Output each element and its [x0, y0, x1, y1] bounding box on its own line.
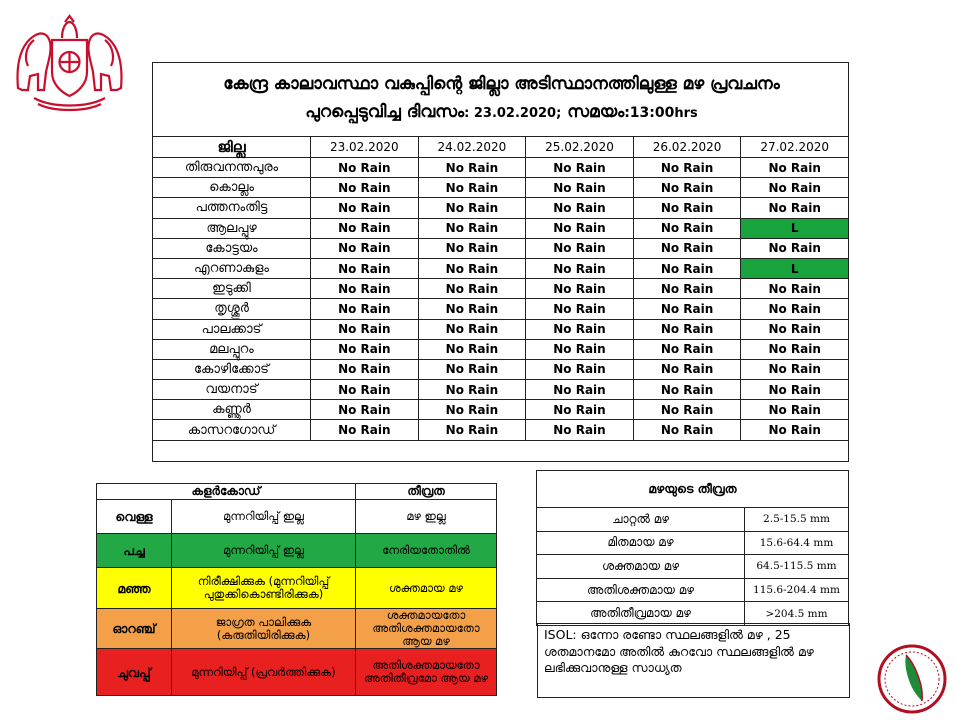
- forecast-cell: No Rain: [418, 198, 526, 218]
- forecast-cell: No Rain: [311, 178, 419, 198]
- color-code-row-red: [97, 649, 497, 696]
- district-name: മലപ്പുറം: [153, 339, 311, 359]
- color-code-header: കളർകോഡ്: [97, 484, 356, 500]
- forecast-cell: No Rain: [526, 420, 634, 440]
- color-meaning: നിരീക്ഷിക്കുക (മുന്നറിയിപ്പ് പുതുക്കികൊണ്ടിരിക്കുക): [172, 568, 356, 609]
- intensity-label: ചാറ്റൽ മഴ: [537, 508, 745, 532]
- intensity-range: 15.6-64.4 mm: [745, 531, 849, 555]
- forecast-cell: No Rain: [633, 299, 741, 319]
- forecast-table: [152, 136, 849, 441]
- forecast-row: [153, 400, 849, 420]
- date-header: 26.02.2020: [633, 137, 741, 158]
- district-name: ആലപ്പുഴ: [153, 218, 311, 238]
- color-code-row-white: [97, 500, 497, 534]
- kerala-map-logo: [876, 643, 948, 715]
- forecast-row: [153, 359, 849, 379]
- forecast-cell: No Rain: [741, 158, 849, 178]
- forecast-cell: No Rain: [633, 420, 741, 440]
- rain-intensity-table: [536, 470, 849, 626]
- date-header: 23.02.2020: [311, 137, 419, 158]
- forecast-cell: No Rain: [418, 258, 526, 278]
- intensity-row: [537, 531, 849, 555]
- district-name: കോട്ടയം: [153, 238, 311, 258]
- forecast-row: [153, 198, 849, 218]
- forecast-cell: No Rain: [418, 158, 526, 178]
- color-meaning: മുന്നറിയിപ്പ് ഇല്ല: [172, 534, 356, 568]
- forecast-cell: No Rain: [633, 339, 741, 359]
- district-name: പത്തനംതിട്ട: [153, 198, 311, 218]
- forecast-cell: No Rain: [311, 400, 419, 420]
- intensity-range: 64.5-115.5 mm: [745, 555, 849, 579]
- forecast-cell: No Rain: [311, 420, 419, 440]
- district-name: പാലക്കാട്: [153, 319, 311, 339]
- forecast-cell: No Rain: [418, 178, 526, 198]
- forecast-cell: No Rain: [633, 238, 741, 258]
- kerala-emblem-logo: [12, 10, 127, 114]
- forecast-row: [153, 238, 849, 258]
- intensity-row: [537, 508, 849, 532]
- forecast-cell: No Rain: [741, 238, 849, 258]
- forecast-cell: No Rain: [311, 158, 419, 178]
- forecast-cell: No Rain: [633, 279, 741, 299]
- forecast-panel: [152, 62, 849, 462]
- intensity-label: അതിതീവ്രമായ മഴ: [537, 602, 745, 626]
- forecast-cell: No Rain: [418, 218, 526, 238]
- forecast-cell: No Rain: [633, 319, 741, 339]
- forecast-cell: No Rain: [741, 380, 849, 400]
- forecast-cell: No Rain: [418, 279, 526, 299]
- forecast-cell: No Rain: [633, 400, 741, 420]
- forecast-cell: No Rain: [741, 279, 849, 299]
- intensity-range: 2.5-15.5 mm: [745, 508, 849, 532]
- forecast-row: [153, 339, 849, 359]
- date-header: 25.02.2020: [526, 137, 634, 158]
- time-label: സമയം: [567, 102, 625, 122]
- forecast-cell: No Rain: [526, 299, 634, 319]
- color-intensity: അതിശക്തമായതോ അതിതീവ്രമോ ആയ മഴ: [356, 649, 497, 696]
- isol-note: ISOL: ഒന്നോ രണ്ടോ സ്ഥലങ്ങളിൽ മഴ , 25 ശതമാനമോ അതിൽ കുറവോ സ്ഥലങ്ങളിൽ മഴ ലഭിക്കുവാനുള്ള സാധ്യത: [537, 623, 850, 698]
- forecast-cell: No Rain: [418, 420, 526, 440]
- intensity-range: 115.6-204.4 mm: [745, 578, 849, 602]
- color-code-table: [96, 483, 497, 696]
- forecast-cell: No Rain: [311, 339, 419, 359]
- forecast-header-row: [153, 137, 849, 158]
- district-name: കാസറഗോഡ്: [153, 420, 311, 440]
- color-name: ഓറഞ്ച്: [97, 609, 172, 649]
- forecast-row: [153, 380, 849, 400]
- district-name: കണ്ണൂർ: [153, 400, 311, 420]
- forecast-title: കേന്ദ്ര കാലാവസ്ഥാ വകുപ്പിന്റെ ജില്ലാ അടിസ്ഥാനത്തിലുള്ള മഴ പ്രവചനം: [223, 74, 780, 94]
- forecast-row: [153, 319, 849, 339]
- forecast-cell: No Rain: [311, 238, 419, 258]
- district-name: കോഴിക്കോട്: [153, 359, 311, 379]
- forecast-cell: No Rain: [418, 380, 526, 400]
- forecast-row: [153, 299, 849, 319]
- forecast-cell: No Rain: [311, 279, 419, 299]
- forecast-cell: No Rain: [741, 178, 849, 198]
- forecast-cell: No Rain: [311, 380, 419, 400]
- forecast-row: [153, 178, 849, 198]
- forecast-row: [153, 218, 849, 238]
- forecast-cell: L: [741, 258, 849, 278]
- district-name: വയനാട്: [153, 380, 311, 400]
- forecast-row: [153, 420, 849, 440]
- district-name: തിരുവനന്തപുരം: [153, 158, 311, 178]
- forecast-cell: No Rain: [311, 299, 419, 319]
- forecast-cell: No Rain: [633, 380, 741, 400]
- time-unit: hrs: [674, 106, 698, 121]
- color-code-row-orange: [97, 609, 497, 649]
- intensity-label: ശക്തമായ മഴ: [537, 555, 745, 579]
- district-name: ഇടുക്കി: [153, 279, 311, 299]
- forecast-cell: No Rain: [418, 238, 526, 258]
- forecast-cell: No Rain: [526, 319, 634, 339]
- color-name: വെള്ള: [97, 500, 172, 534]
- intensity-range: >204.5 mm: [745, 602, 849, 626]
- intensity-label: അതിശക്തമായ മഴ: [537, 578, 745, 602]
- forecast-cell: No Rain: [633, 359, 741, 379]
- forecast-row: [153, 158, 849, 178]
- severity-header: തീവ്രത: [356, 484, 497, 500]
- color-intensity: മഴ ഇല്ല: [356, 500, 497, 534]
- forecast-cell: No Rain: [633, 198, 741, 218]
- forecast-cell: No Rain: [741, 400, 849, 420]
- color-intensity: ശക്തമായ മഴ: [356, 568, 497, 609]
- forecast-cell: L: [741, 218, 849, 238]
- color-name: പച്ച: [97, 534, 172, 568]
- forecast-cell: No Rain: [526, 178, 634, 198]
- color-code-row-yellow: [97, 568, 497, 609]
- forecast-cell: No Rain: [741, 198, 849, 218]
- forecast-cell: No Rain: [741, 299, 849, 319]
- forecast-cell: No Rain: [526, 380, 634, 400]
- forecast-cell: No Rain: [526, 339, 634, 359]
- forecast-row: [153, 258, 849, 278]
- forecast-cell: No Rain: [526, 158, 634, 178]
- forecast-cell: No Rain: [418, 339, 526, 359]
- intensity-row: [537, 602, 849, 626]
- forecast-cell: No Rain: [526, 218, 634, 238]
- forecast-cell: No Rain: [311, 198, 419, 218]
- issued-label: പുറപ്പെടുവിച്ച ദിവസം: [305, 102, 465, 122]
- color-code-row-green: [97, 534, 497, 568]
- color-meaning: മുന്നറിയിപ്പ് (പ്രവർത്തിക്കുക): [172, 649, 356, 696]
- color-name: ചുവപ്പ്: [97, 649, 172, 696]
- forecast-cell: No Rain: [418, 400, 526, 420]
- district-name: എറണാകുളം: [153, 258, 311, 278]
- forecast-cell: No Rain: [526, 359, 634, 379]
- time-value: :13:00: [624, 105, 675, 121]
- date-header: 24.02.2020: [418, 137, 526, 158]
- color-code-header-row: [97, 484, 497, 500]
- color-meaning: ജാഗ്രത പാലിക്കുക (കരുതിയിരിക്കുക): [172, 609, 356, 649]
- forecast-cell: No Rain: [633, 258, 741, 278]
- intensity-title: മഴയുടെ തീവ്രത: [537, 471, 849, 508]
- issued-line: [153, 99, 850, 127]
- forecast-cell: No Rain: [311, 359, 419, 379]
- intensity-row: [537, 555, 849, 579]
- forecast-cell: No Rain: [526, 198, 634, 218]
- forecast-cell: No Rain: [418, 359, 526, 379]
- forecast-cell: No Rain: [526, 238, 634, 258]
- forecast-body: [153, 158, 849, 441]
- district-name: കൊല്ലം: [153, 178, 311, 198]
- intensity-header-row: [537, 471, 849, 508]
- date-header: 27.02.2020: [741, 137, 849, 158]
- forecast-cell: No Rain: [741, 319, 849, 339]
- forecast-cell: No Rain: [741, 339, 849, 359]
- color-intensity: നേരിയതോതിൽ: [356, 534, 497, 568]
- forecast-cell: No Rain: [311, 319, 419, 339]
- intensity-label: മിതമായ മഴ: [537, 531, 745, 555]
- forecast-row: [153, 279, 849, 299]
- color-intensity: ശക്തമായതോ അതിശക്തമായതോ ആയ മഴ: [356, 609, 497, 649]
- color-name: മഞ്ഞ: [97, 568, 172, 609]
- forecast-cell: No Rain: [633, 158, 741, 178]
- forecast-cell: No Rain: [526, 258, 634, 278]
- forecast-cell: No Rain: [418, 299, 526, 319]
- forecast-cell: No Rain: [526, 400, 634, 420]
- forecast-cell: No Rain: [311, 218, 419, 238]
- district-column-header: ജില്ല: [153, 137, 311, 158]
- forecast-cell: No Rain: [526, 279, 634, 299]
- forecast-cell: No Rain: [311, 258, 419, 278]
- district-name: തൃശ്ശൂർ: [153, 299, 311, 319]
- forecast-cell: No Rain: [741, 359, 849, 379]
- color-meaning: മുന്നറിയിപ്പ് ഇല്ല: [172, 500, 356, 534]
- intensity-row: [537, 578, 849, 602]
- forecast-cell: No Rain: [418, 319, 526, 339]
- forecast-cell: No Rain: [741, 420, 849, 440]
- forecast-cell: No Rain: [633, 218, 741, 238]
- forecast-cell: No Rain: [633, 178, 741, 198]
- issued-date: : 23.02.2020;: [464, 106, 562, 121]
